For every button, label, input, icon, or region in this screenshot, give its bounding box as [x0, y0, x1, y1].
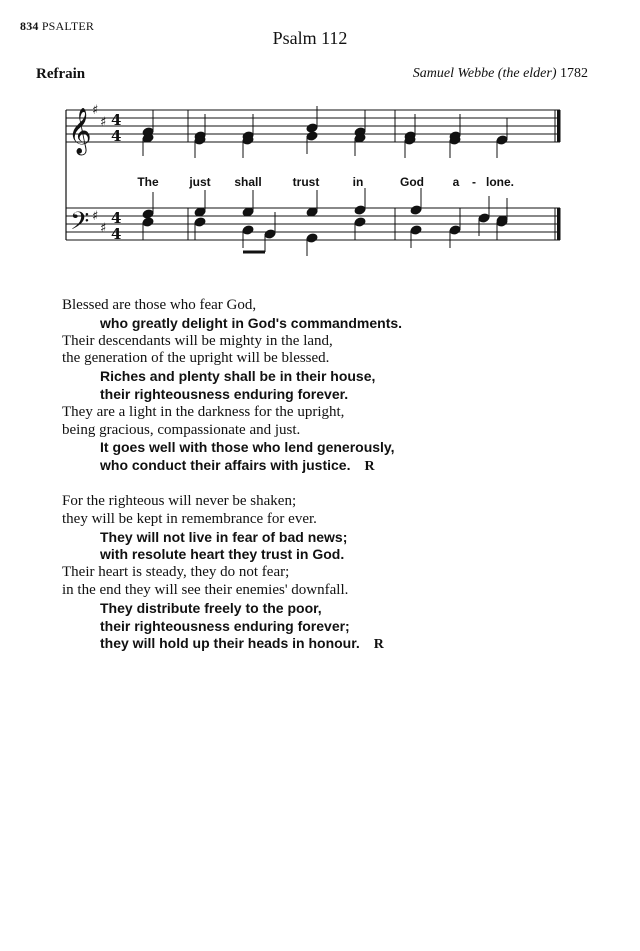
psalm-line-text: Their heart is steady, they do not fear; [62, 564, 290, 581]
section-name: PSALTER [41, 19, 95, 33]
refrain-mark: R [364, 459, 375, 475]
psalm-line-text: They distribute freely to the poor, [100, 599, 322, 616]
page-number: 834 [20, 19, 39, 33]
psalm-line [62, 493, 402, 511]
psalm-line [62, 546, 402, 564]
psalm-text [62, 297, 402, 654]
psalm-line [62, 457, 402, 476]
svg-text:4: 4 [111, 209, 122, 227]
psalm-line-text: For the righteous will never be shaken; [62, 492, 297, 509]
svg-text:♯: ♯ [100, 115, 107, 130]
refrain-score [0, 96, 640, 256]
psalm-line [62, 333, 402, 351]
psalm-line-text: who greatly delight in God's commandments. [100, 314, 403, 331]
psalm-line-text: Riches and plenty shall be in their house, [100, 368, 376, 385]
psalm-line [62, 297, 402, 315]
psalm-line [62, 635, 402, 654]
lyric-syllable: just [189, 175, 211, 189]
lyric-syllable: God [400, 175, 424, 189]
lyric-syllable: in [352, 175, 364, 189]
lyric-syllable: - [472, 175, 476, 189]
svg-text:4: 4 [111, 111, 122, 129]
lyric-syllable: lone. [485, 175, 515, 189]
lyric-syllable: trust [292, 175, 320, 189]
psalm-line [62, 350, 402, 368]
psalm-line [62, 600, 402, 618]
svg-text:♯: ♯ [92, 209, 99, 224]
lyric-syllable: shall [234, 175, 262, 189]
psalm-line [62, 618, 402, 636]
psalm-line [62, 315, 402, 333]
stanza-gap [62, 476, 402, 493]
psalm-line-text: they will hold up their heads in honour. [100, 635, 360, 652]
psalm-line [62, 422, 402, 440]
psalm-line-text: Blessed are those who fear God, [62, 297, 257, 313]
page-title: Psalm 112 [272, 28, 348, 48]
svg-text:𝄞: 𝄞 [68, 108, 92, 154]
psalm-line-text: They are a light in the darkness for the upright, [62, 403, 345, 420]
psalm-line [62, 582, 402, 600]
svg-text:𝄢: 𝄢 [70, 207, 90, 242]
psalm-line-text: their righteousness enduring forever; [100, 617, 350, 634]
composer-credit [413, 66, 588, 82]
psalm-line [62, 386, 402, 404]
psalm-line-text: the generation of the upright will be blessed. [62, 350, 330, 367]
psalm-line-text: with resolute heart they trust in God. [100, 546, 345, 563]
psalm-line-text: They will not live in fear of bad news; [100, 528, 348, 545]
svg-text:4: 4 [111, 127, 122, 145]
psalm-line-text: in the end they will see their enemies' downfall. [62, 581, 349, 598]
psalm-line [62, 529, 402, 547]
composer-name: Samuel Webbe (the elder) [412, 66, 557, 81]
psalm-line-text: being gracious, compassionate and just. [62, 421, 301, 438]
lyric-syllable: The [137, 175, 159, 189]
refrain-label: Refrain [36, 66, 86, 82]
psalm-line [62, 368, 402, 386]
refrain-mark: R [373, 637, 384, 653]
lyric-syllable: a [452, 175, 460, 189]
psalm-line-text: who conduct their affairs with justice. [100, 457, 351, 474]
composer-year: 1782 [560, 66, 588, 81]
psalm-line [62, 511, 402, 529]
psalm-line-text: Their descendants will be mighty in the land, [62, 332, 333, 349]
svg-text:♯: ♯ [100, 221, 107, 236]
psalm-line-text: It goes well with those who lend generously, [100, 439, 395, 456]
psalm-line [62, 404, 402, 422]
psalm-line-text: their righteousness enduring forever. [100, 385, 349, 402]
psalm-line [62, 564, 402, 582]
psalm-line-text: they will be kept in remembrance for ever. [62, 510, 317, 527]
svg-text:♯: ♯ [92, 103, 99, 118]
svg-text:4: 4 [111, 225, 122, 243]
psalm-line [62, 439, 402, 457]
